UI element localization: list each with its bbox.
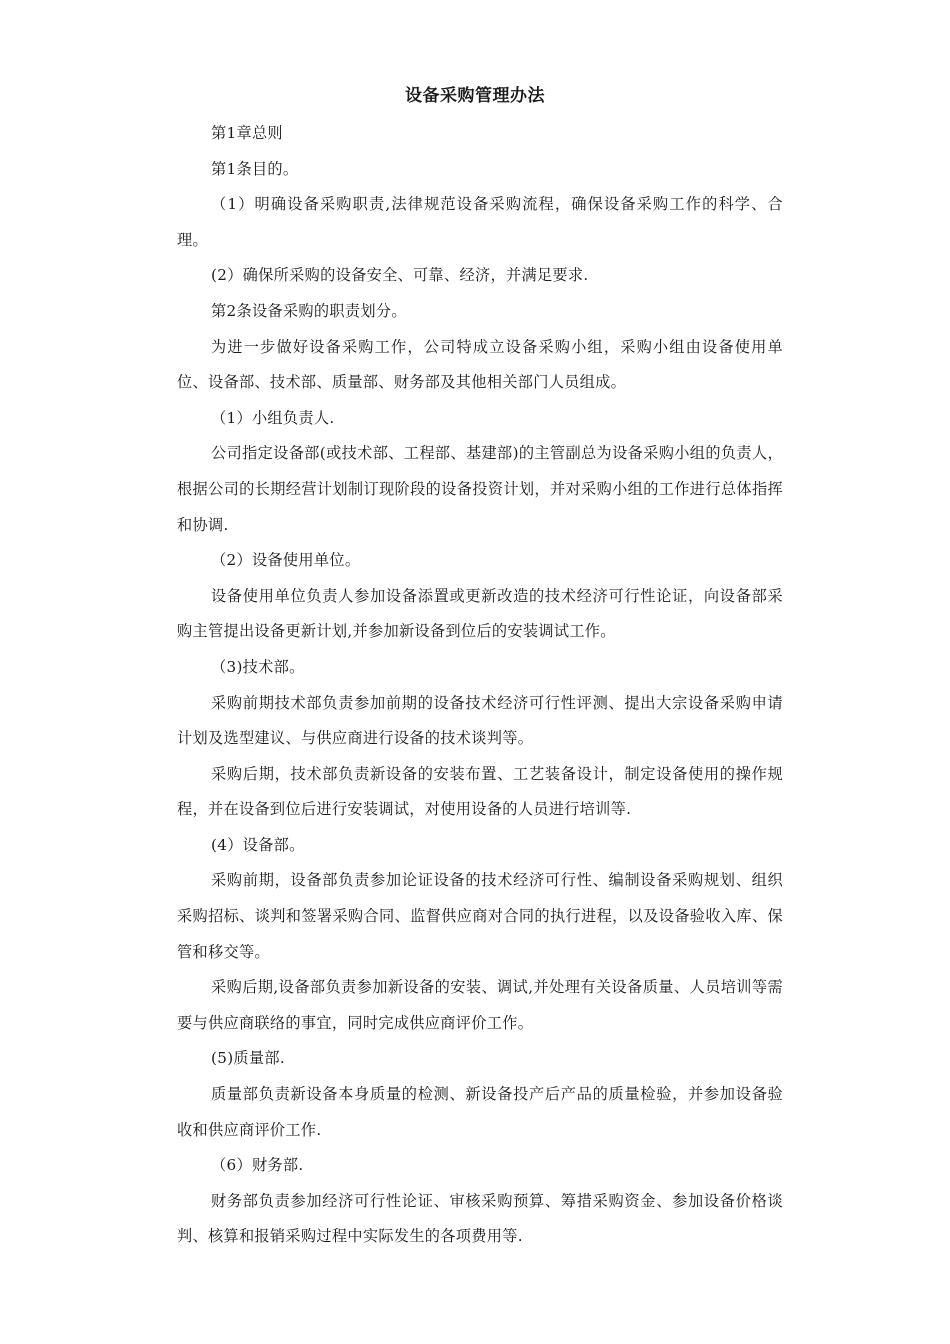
subsection-heading: (5)质量部. — [211, 1049, 286, 1068]
subsection-heading: (4）设备部。 — [211, 835, 305, 854]
article-heading: 第1条目的。 — [211, 159, 299, 178]
paragraph: 质量部负责新设备本身质量的检测、新设备投产后产品的质量检验，并参加设备验收和供应商评价工作. — [177, 1085, 783, 1139]
document-title: 设备采购管理办法 — [405, 86, 545, 106]
chapter-heading: 第1章总则 — [211, 124, 283, 142]
document-body — [177, 116, 783, 1255]
subsection-heading: （6）财务部. — [211, 1156, 304, 1175]
paragraph: (2）确保所采购的设备安全、可靠、经济，并满足要求. — [211, 266, 589, 285]
paragraph: （1）明确设备采购职责,法律规范设备采购流程，确保设备采购工作的科学、合理。 — [177, 195, 783, 249]
paragraph: 财务部负责参加经济可行性论证、审核采购预算、筹措采购资金、参加设备价格谈判、核算和报销采购过程中实际发生的各项费用等. — [177, 1191, 783, 1246]
paragraph: 为进一步做好设备采购工作，公司特成立设备采购小组，采购小组由设备使用单位、设备部、技术部、质量部、财务部及其他相关部门人员组成。 — [177, 337, 783, 392]
article-heading: 第2条设备采购的职责划分。 — [211, 301, 407, 320]
paragraph: 采购后期，技术部负责新设备的安装布置、工艺装备设计，制定设备使用的操作规程，并在设备到位后进行安装调试，对使用设备的人员进行培训等. — [177, 764, 783, 819]
subsection-heading: （2）设备使用单位。 — [211, 551, 361, 570]
paragraph: 采购前期技术部负责参加前期的设备技术经济可行性评测、提出大宗设备采购申请计划及选型建议、与供应商进行设备的技术谈判等。 — [177, 693, 783, 748]
paragraph: 采购后期,设备部负责参加新设备的安装、调试,并处理有关设备质量、人员培训等需要与供应商联络的事宜，同时完成供应商评价工作。 — [177, 978, 783, 1032]
subsection-heading: （1）小组负责人. — [211, 408, 335, 427]
paragraph: 采购前期，设备部负责参加论证设备的技术经济可行性、编制设备采购规划、组织采购招标、谈判和签署采购合同、监督供应商对合同的执行进程，以及设备验收入库、保管和移交等。 — [177, 871, 783, 961]
paragraph: 公司指定设备部(或技术部、工程部、基建部)的主管副总为设备采购小组的负责人，根据公司的长期经营计划制订现阶段的设备投资计划，并对采购小组的工作进行总体指挥和协调. — [177, 444, 783, 534]
paragraph: 设备使用单位负责人参加设备添置或更新改造的技术经济可行性论证，向设备部采购主管提出设备更新计划,并参加新设备到位后的安装调试工作。 — [177, 586, 783, 641]
subsection-heading: （3)技术部。 — [211, 657, 305, 676]
